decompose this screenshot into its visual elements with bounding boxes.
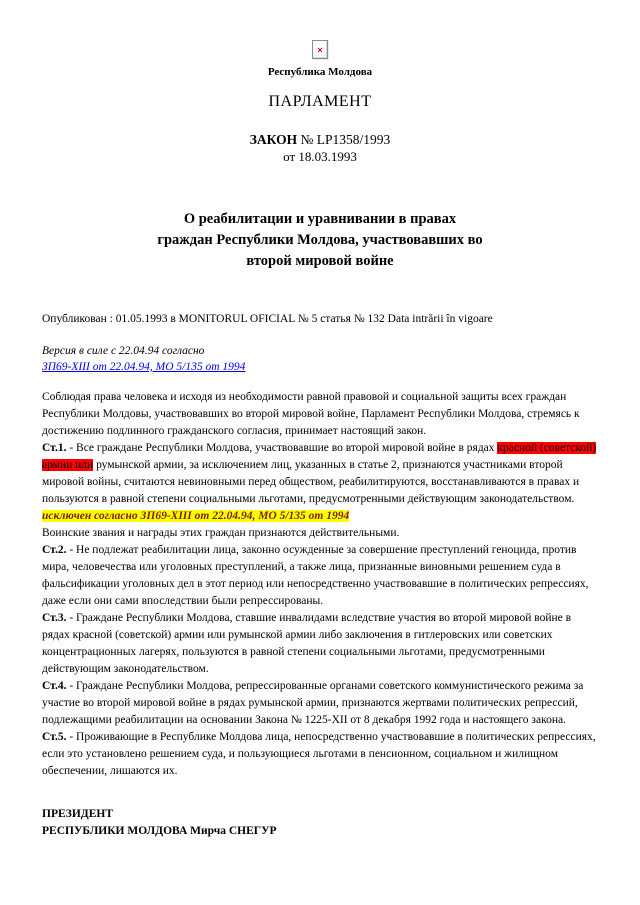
- article-1-label: Ст.1.: [42, 442, 67, 454]
- article-4-text: - Граждане Республики Молдова, репрессированные органами советского коммунистического режима за участие во второй мировой войне в рядах румынской армии, признаются жертвами политических репрессий, подлежащими реабилитации на основании Закона № 1225-XII от 8 декабря 1992 года и настоящего закона.: [42, 680, 584, 726]
- signature-line2: РЕСПУБЛИКИ МОЛДОВА Мирча СНЕГУР: [42, 825, 277, 837]
- law-date: от 18.03.1993: [283, 149, 357, 164]
- country-title: Республика Молдова: [267, 66, 373, 78]
- broken-image-icon: ×: [312, 40, 328, 59]
- article-5-label: Ст.5.: [42, 731, 67, 743]
- version-note: Версия в силе с 22.04.94 согласно: [42, 345, 205, 357]
- law-body: [42, 389, 598, 780]
- article-5-text: - Проживающие в Республике Молдова лица, непосредственно участвовавшие в политических репрессиях, если это установлено решением суда, и пользующиеся льготами в пенсионном, социальном и жилищном обеспечении, лишаются их.: [42, 731, 596, 777]
- article-1: [42, 440, 598, 508]
- article-1-text-before: - Все граждане Республики Молдова, участвовавшие во второй мировой войне в рядах: [66, 442, 498, 454]
- article-2: [42, 542, 598, 610]
- article-4-label: Ст.4.: [42, 680, 67, 692]
- article-4: [42, 678, 598, 729]
- article-1-text-after: румынской армии, за исключением лиц, указанных в статье 2, признаются участниками второй мировой войны, считаются невиновными перед обществом, реабилитируются, восстанавливаются в правах и пользуются в равной степени социальными льготами, предусмотренными действующим законодательством.: [42, 459, 580, 505]
- article-2-label: Ст.2.: [42, 544, 67, 556]
- signature-block: [42, 806, 598, 840]
- preamble-paragraph: Соблюдая права человека и исходя из необходимости равной правовой и социальной защиты всех граждан Республики Молдовы, участвовавших во второй мировой войне, Парламент Республики Молдова, стремясь к достижению подлинного гражданского согласия, принимает настоящий закон.: [42, 391, 580, 437]
- institution-title: ПАРЛАМЕНТ: [268, 93, 372, 110]
- document-title-line3: второй мировой войне: [246, 253, 394, 269]
- article-1-red-highlight: красной (советской) армии или: [42, 442, 597, 471]
- document-title-line2: граждан Республики Молдова, участвовавших во: [157, 232, 483, 248]
- article-2-text: - Не подлежат реабилитации лица, законно осужденные за совершение преступлений геноцида, против мира, человечества или уголовных преступлений, а также лица, признанные виновными решением суда в фальсификации уголовных дел в этот период или непосредственно участвовавшие в политических репрессиях, даже если они сами впоследствии были репрессированы.: [42, 544, 589, 607]
- signature-line1: ПРЕЗИДЕНТ: [42, 808, 113, 820]
- law-number: № LP1358/1993: [297, 132, 391, 147]
- article-3: [42, 610, 598, 678]
- excluded-note-highlight: исключен согласно ЗП69-XIII от 22.04.94, МО 5/135 от 1994: [42, 510, 350, 522]
- header-block: [42, 40, 598, 165]
- published-line: Опубликован : 01.05.1993 в MONITORUL OFICIAL № 5 статья № 132 Data intrării în vigoare: [42, 313, 493, 325]
- law-number-line: [42, 132, 598, 148]
- excluded-note-line: [42, 508, 598, 525]
- article-3-label: Ст.3.: [42, 612, 67, 624]
- version-amendment-link[interactable]: ЗП69-XIII от 22.04.94, МО 5/135 от 1994: [42, 361, 246, 373]
- law-label: ЗАКОН: [249, 132, 298, 147]
- document-title-line1: О реабилитации и уравнивании в правах: [183, 211, 457, 227]
- ranks-note-line: Воинские звания и награды этих граждан признаются действительными.: [42, 527, 400, 539]
- article-3-text: - Граждане Республики Молдова, ставшие инвалидами вследствие участия во второй мировой войне в рядах красной (советской) армии или румынской армии либо заключения в гитлеровских или советских концентрационных лагерях, пользуются в равной степени социальными льготами, предусмотренными действующим законодательством.: [42, 612, 572, 675]
- article-5: [42, 729, 598, 780]
- document-title: [42, 209, 598, 272]
